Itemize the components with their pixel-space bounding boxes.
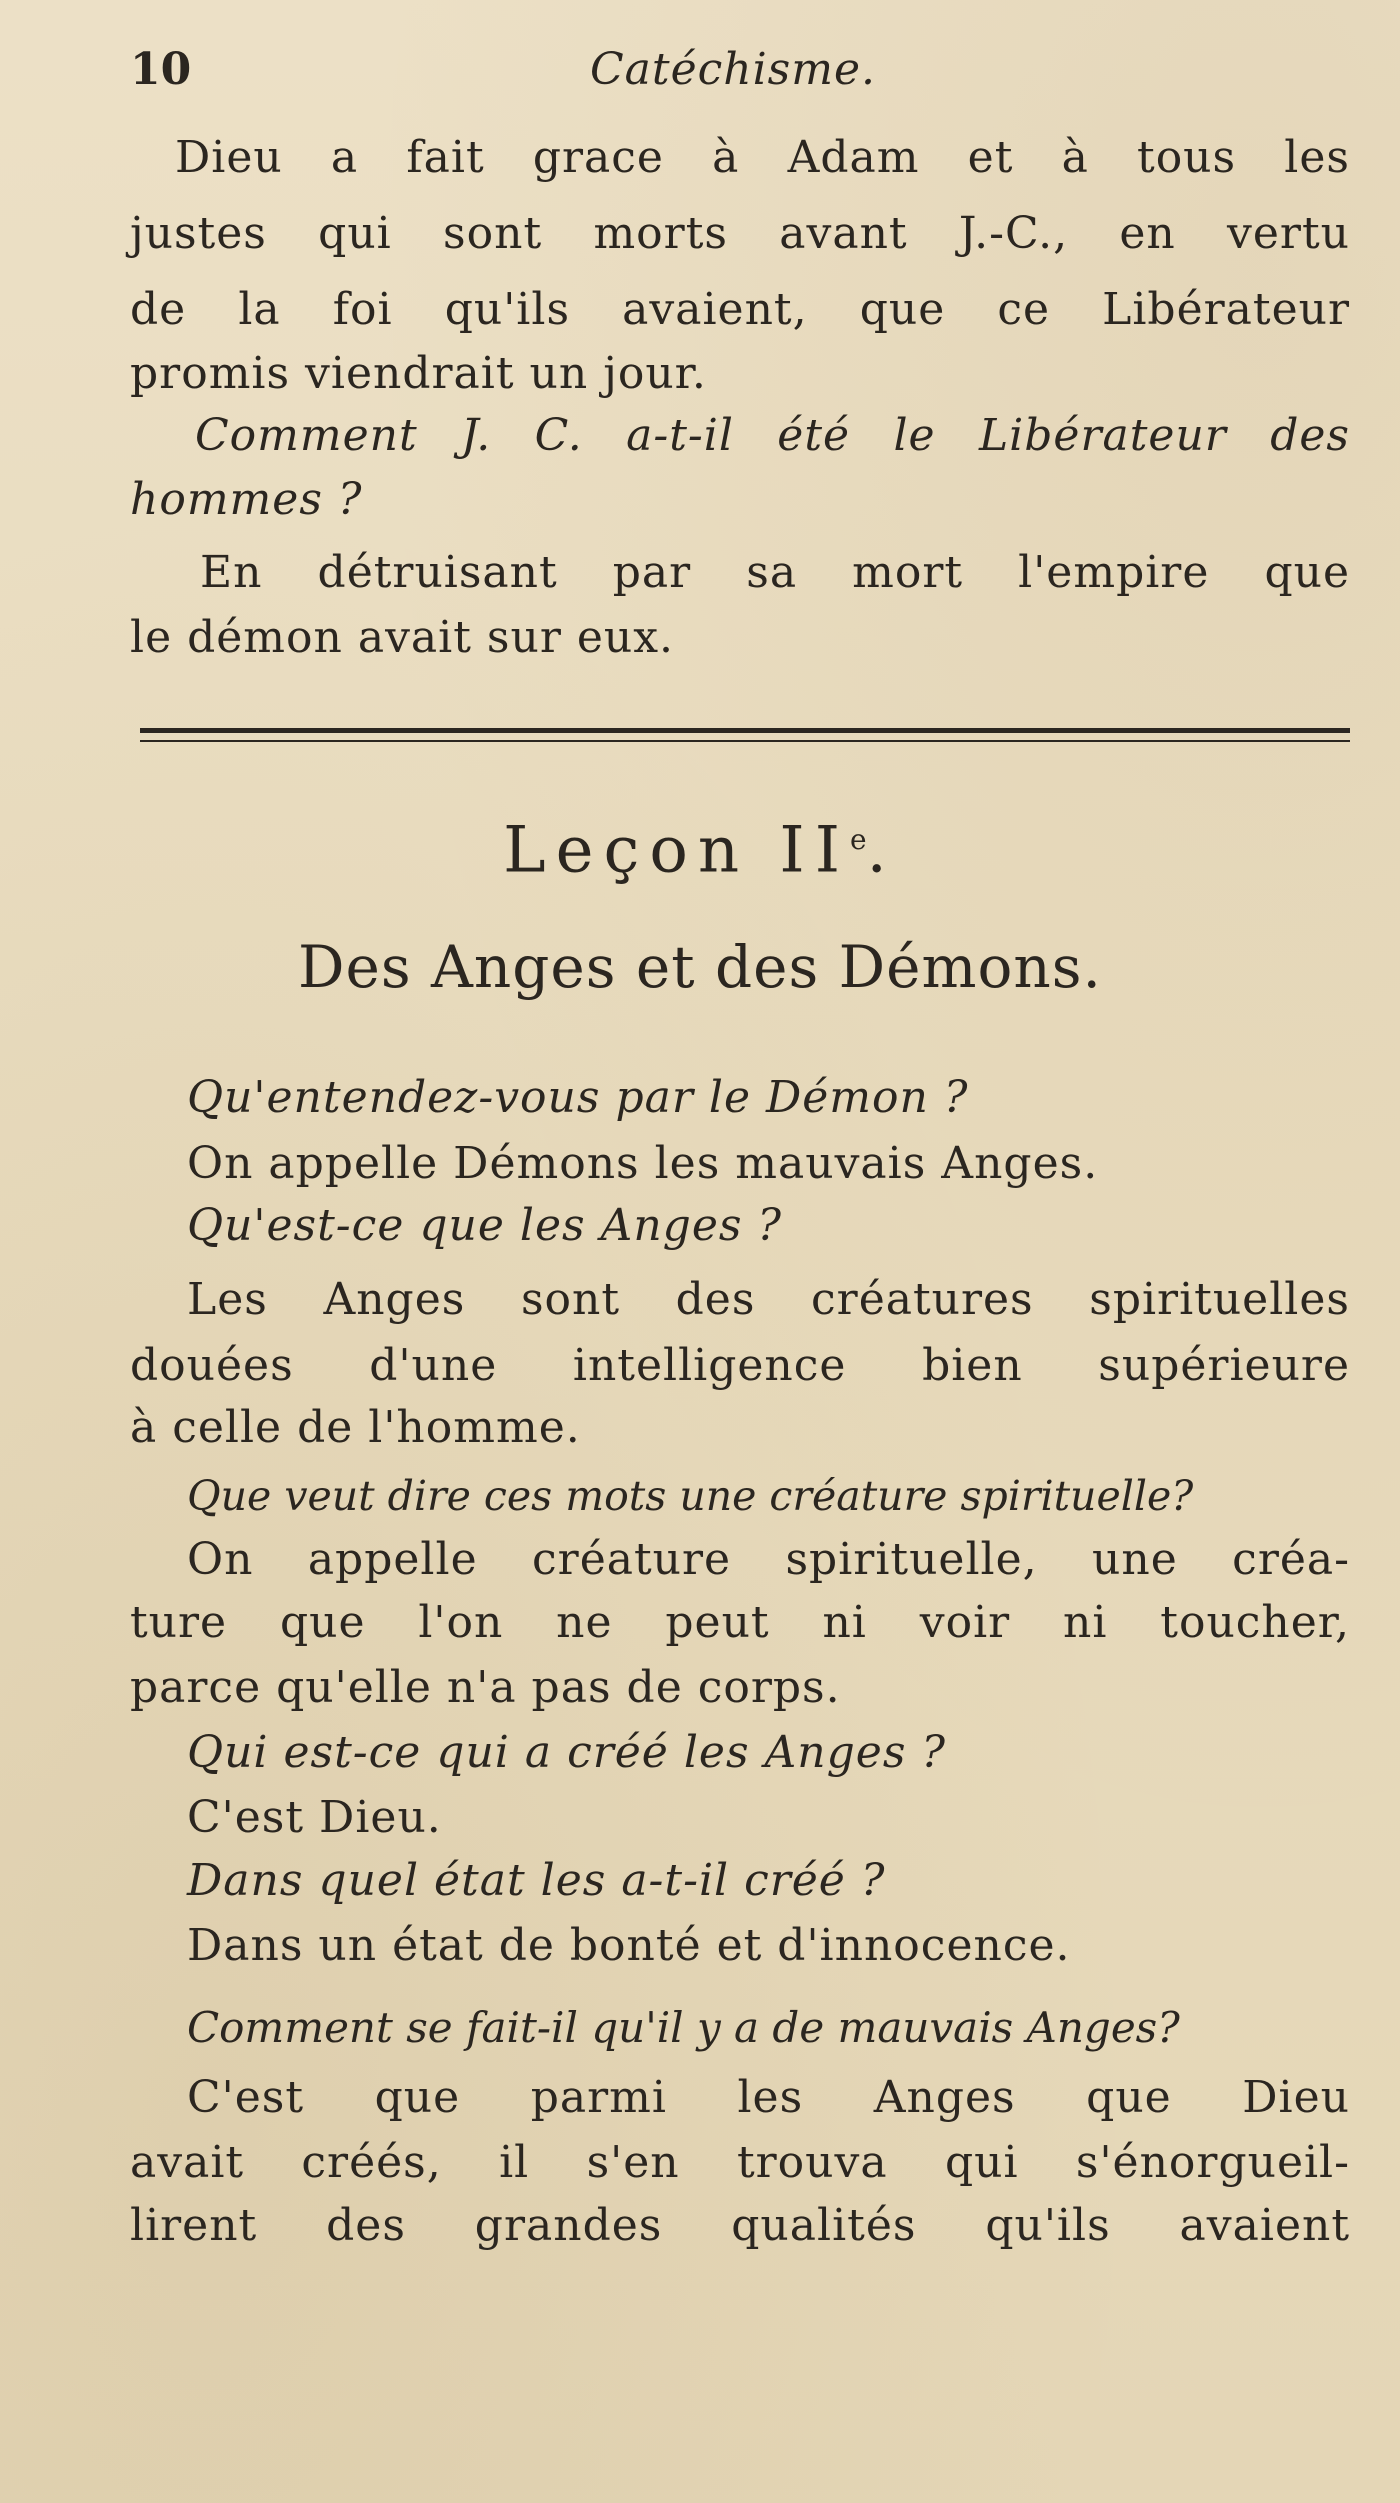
intro-answer: En détruisant par sa mort l'empire que <box>200 547 1350 598</box>
answer-line: à celle de l'homme. <box>130 1402 581 1453</box>
intro-question: hommes ? <box>130 474 363 525</box>
running-title: Catéchisme. <box>590 44 876 95</box>
intro-answer: le démon avait sur eux. <box>130 612 675 663</box>
page-number: 10 <box>130 44 192 95</box>
question-line: Qui est-ce qui a créé les Anges ? <box>187 1727 946 1778</box>
question-line: Qu'entendez-vous par le Démon ? <box>187 1072 969 1123</box>
answer-line: C'est Dieu. <box>187 1792 442 1843</box>
answer-line: avait créés, il s'en trouva qui s'énorgueil- <box>130 2137 1350 2188</box>
answer-line: lirent des grandes qualités qu'ils avaient <box>130 2200 1350 2251</box>
answer-line: ture que l'on ne peut ni voir ni toucher, <box>130 1597 1350 1648</box>
answer-line: parce qu'elle n'a pas de corps. <box>130 1662 841 1713</box>
lesson-title: Leçon IIe. <box>503 813 897 888</box>
section-divider-rule <box>140 728 1350 742</box>
answer-line: C'est que parmi les Anges que Dieu <box>187 2072 1350 2123</box>
question-line: Que veut dire ces mots une créature spirituelle? <box>187 1472 1194 1520</box>
question-line: Dans quel état les a-t-il créé ? <box>187 1855 886 1906</box>
intro-line: justes qui sont morts avant J.-C., en vertu <box>130 208 1350 259</box>
answer-line: douées d'une intelligence bien supérieure <box>130 1340 1350 1391</box>
answer-line: On appelle créature spirituelle, une créa- <box>187 1534 1350 1585</box>
intro-line: Dieu a fait grace à Adam et à tous les <box>175 132 1350 183</box>
question-line: Comment se fait-il qu'il y a de mauvais Anges? <box>187 2003 1180 2052</box>
answer-line: Les Anges sont des créatures spirituelles <box>187 1274 1350 1325</box>
answer-line: Dans un état de bonté et d'innocence. <box>187 1920 1071 1971</box>
intro-line: promis viendrait un jour. <box>130 348 707 399</box>
answer-line: On appelle Démons les mauvais Anges. <box>187 1138 1099 1189</box>
question-line: Qu'est-ce que les Anges ? <box>187 1200 783 1251</box>
intro-line: de la foi qu'ils avaient, que ce Libérateur <box>130 284 1350 335</box>
section-title: Des Anges et des Démons. <box>298 933 1102 1001</box>
intro-question: Comment J. C. a-t-il été le Libérateur des <box>195 410 1350 461</box>
